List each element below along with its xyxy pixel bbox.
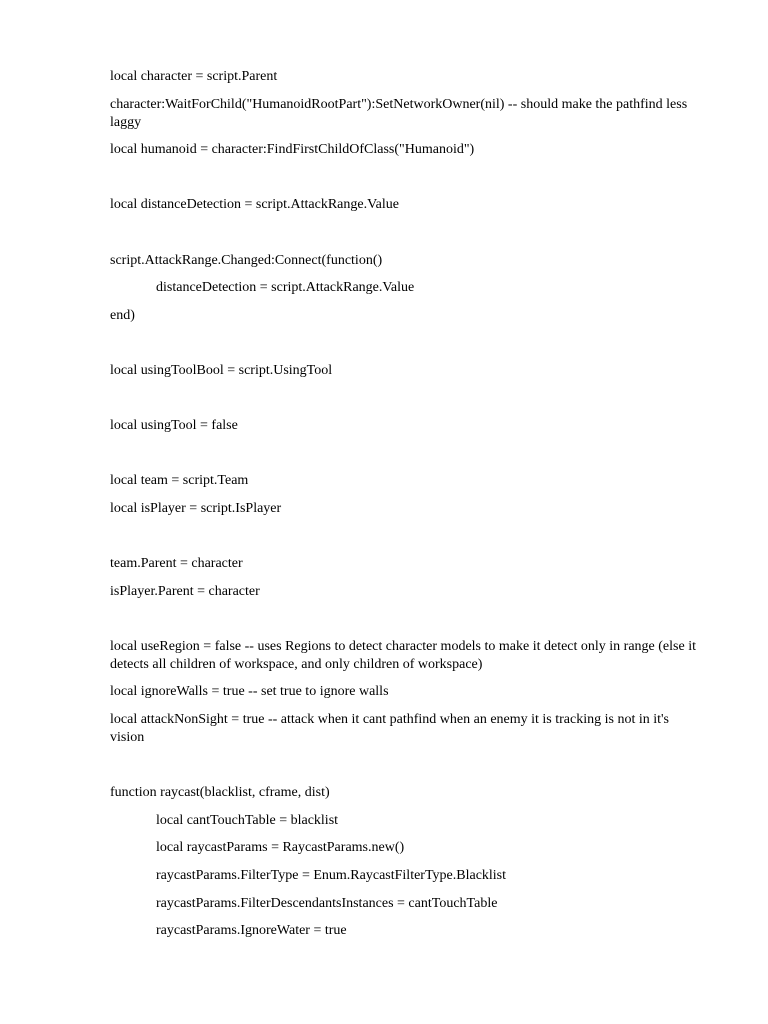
blank-line	[110, 334, 700, 352]
code-line: local useRegion = false -- uses Regions to detect character models to make it detect only in range (else it detects all children of workspace, and only children of workspace)	[110, 638, 696, 672]
blank-line	[110, 390, 700, 408]
document-body	[110, 68, 700, 950]
blank-line	[110, 445, 700, 463]
code-line: local raycastParams = RaycastParams.new()	[156, 840, 405, 856]
code-line: local humanoid = character:FindFirstChildOfClass("Humanoid")	[110, 142, 475, 158]
code-line: local usingToolBool = script.UsingTool	[110, 362, 333, 378]
code-line: local usingTool = false	[110, 418, 238, 434]
code-line: function raycast(blacklist, cframe, dist)	[110, 785, 330, 801]
blank-line	[110, 528, 700, 546]
code-line: raycastParams.FilterDescendantsInstances = cantTouchTable	[156, 895, 498, 911]
code-line: local distanceDetection = script.AttackRange.Value	[110, 197, 399, 213]
code-line: local team = script.Team	[110, 473, 249, 489]
blank-line	[110, 757, 700, 775]
code-line: team.Parent = character	[110, 556, 243, 572]
blank-line	[110, 610, 700, 628]
code-line: local cantTouchTable = blacklist	[156, 812, 339, 828]
code-line: raycastParams.IgnoreWater = true	[156, 923, 347, 939]
code-line: distanceDetection = script.AttackRange.Value	[156, 280, 415, 296]
code-line: local attackNonSight = true -- attack when it cant pathfind when an enemy it is tracking is not in it's vision	[110, 712, 669, 746]
blank-line	[110, 224, 700, 242]
blank-line	[110, 169, 700, 187]
code-line: end)	[110, 307, 135, 323]
code-line: raycastParams.FilterType = Enum.RaycastFilterType.Blacklist	[156, 868, 507, 884]
code-line: character:WaitForChild("HumanoidRootPart"):SetNetworkOwner(nil) -- should make the pathfind less laggy	[110, 96, 688, 130]
code-line: local character = script.Parent	[110, 69, 278, 84]
code-line: local isPlayer = script.IsPlayer	[110, 500, 282, 516]
code-line: local ignoreWalls = true -- set true to ignore walls	[110, 684, 389, 700]
code-line: script.AttackRange.Changed:Connect(function()	[110, 252, 383, 268]
code-line: isPlayer.Parent = character	[110, 583, 260, 599]
